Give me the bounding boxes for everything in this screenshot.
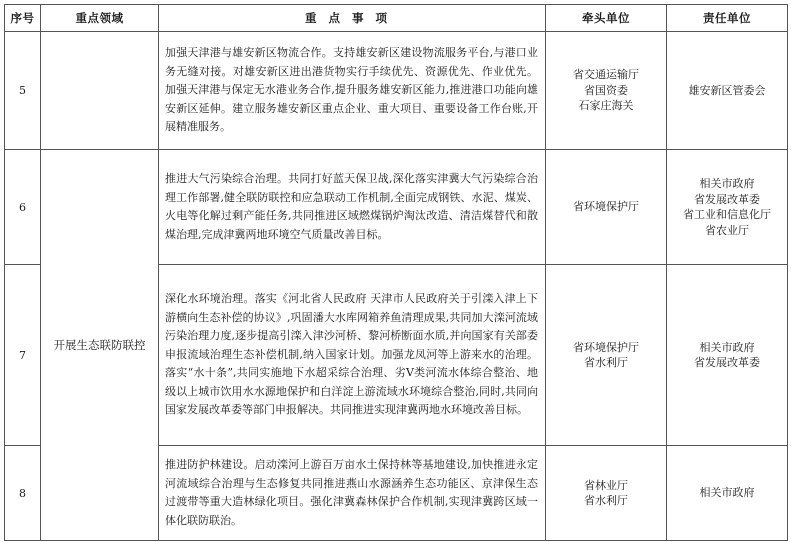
lead-unit: 省水利厅	[584, 494, 628, 507]
lead-unit: 省环境保护厅	[573, 340, 639, 354]
lead-unit: 省环境保护厅	[573, 200, 639, 214]
row-matter: 深化水环境治理。落实《河北省人民政府 天津市人民政府关于引滦入津上下游横向生态补偿的协议》,巩固潘大水库网箱养鱼清理成果,共同加大滦河流域污染治理力度,逐步提高引滦入津沙河桥、黎河桥断面水质,并向国家有关部委申报流域治理生态补偿机制,纳入国家计划。加强龙凤河等上游来水的治理。落实“水十条”,共同实施地下水超采综合治理、劣Ⅴ类河流水体综合整治、地级以上城市饮用水水源地保护和白洋淀上游流域水环境综合整治,同时,共同向国家发展改革委等部门申报解决。共同推进实现津冀两地水环境改善目标。	[159, 265, 546, 446]
row-lead-units	[546, 446, 667, 541]
lead-unit: 省水利厅	[584, 356, 628, 369]
lead-unit: 省国资委	[584, 83, 628, 97]
resp-unit: 相关市政府	[699, 486, 755, 500]
row-resp-units	[667, 32, 788, 150]
resp-unit: 相关市政府	[699, 340, 755, 354]
header-seq: 序号	[5, 5, 41, 32]
table-row	[5, 32, 788, 150]
key-matters-table	[4, 4, 788, 541]
header-resp: 责任单位	[667, 5, 788, 32]
resp-unit: 省发展改革委	[694, 192, 760, 206]
header-matters: 重点事项	[159, 5, 546, 32]
row-resp-units	[667, 265, 788, 446]
merged-field-cell: 开展生态联防联控	[41, 150, 159, 541]
header-lead: 牵头单位	[546, 5, 667, 32]
table-header-row	[5, 5, 788, 32]
resp-unit: 省发展改革委	[694, 356, 760, 369]
row-seq: 7	[5, 265, 41, 446]
row-matter: 推进大气污染综合治理。共同打好蓝天保卫战,深化落实津冀大气污染综合治理工作部署,健全联防联控和应急联动工作机制,全面完成钢铁、水泥、煤炭、火电等化解过剩产能任务,共同推进区域燃煤锅炉淘汰改造、清洁煤替代和散煤治理,完成津冀两地环境空气质量改善目标。	[159, 150, 546, 265]
resp-unit: 相关市政府	[699, 177, 755, 190]
row-matter: 推进防护林建设。启动滦河上游百万亩水土保持林等基地建设,加快推进永定河流域综合治理与生态修复共同推进燕山水源涵养生态功能区、京津保生态过渡带等重大造林绿化项目。强化津冀森林保护合作机制,实现津冀跨区域一体化联防联治。	[159, 446, 546, 541]
table-row	[5, 150, 788, 265]
row-resp-units	[667, 150, 788, 265]
lead-unit: 省林业厅	[584, 478, 628, 492]
resp-unit: 省工业和信息化厅	[683, 208, 771, 221]
resp-unit: 省农业厅	[705, 223, 749, 237]
row-lead-units	[546, 265, 667, 446]
row-field-empty	[41, 32, 159, 150]
header-field: 重点领域	[41, 5, 159, 32]
row-lead-units	[546, 32, 667, 150]
row-resp-units	[667, 446, 788, 541]
row-lead-units	[546, 150, 667, 265]
lead-unit: 石家庄海关	[578, 99, 634, 113]
row-seq: 6	[5, 150, 41, 265]
row-matter: 加强天津港与雄安新区物流合作。支持雄安新区建设物流服务平台,与港口业务无缝对接。对雄安新区进出港货物实行手续优先、资源优先、作业优先。加强天津港与保定无水港业务合作,提升服务雄安新区能力,推进港口功能向雄安新区延伸。建立服务雄安新区重点企业、重大项目、重要设备工作台账,开展精准服务。	[159, 32, 546, 150]
row-seq: 5	[5, 32, 41, 150]
row-seq: 8	[5, 446, 41, 541]
lead-unit: 省交通运输厅	[573, 68, 639, 82]
resp-unit: 雄安新区管委会	[688, 83, 766, 97]
